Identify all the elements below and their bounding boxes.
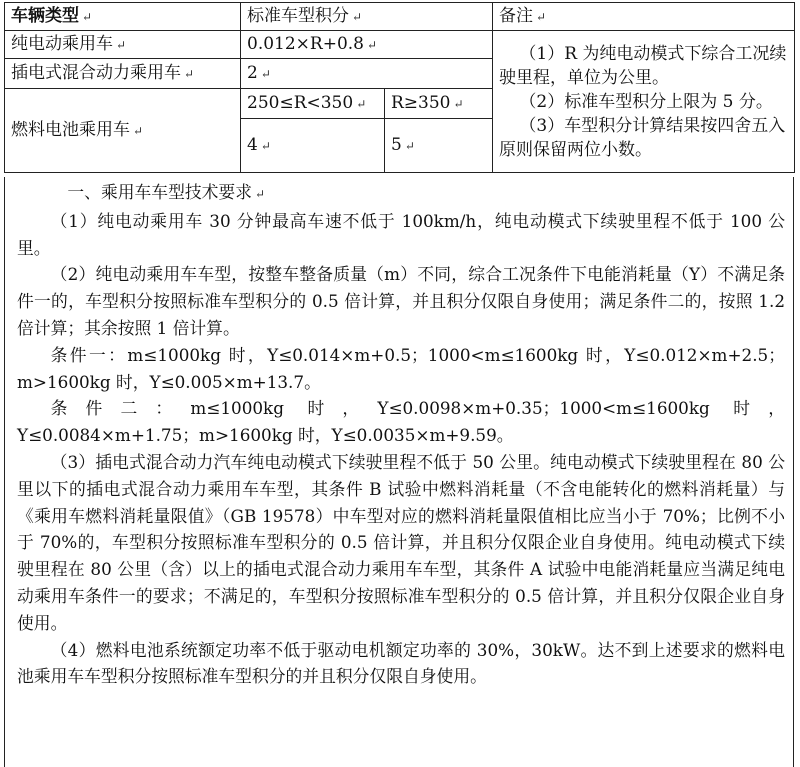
paragraph-4: （4）燃料电池系统额定功率不低于驱动电机额定功率的 30%，30kW。达不到上述要求的燃料电池乘用车车型积分按照标准车型积分的并且积分仅限自身使用。 [17,639,785,687]
paragraph-condition-2: 条件二：m≤1000kg 时，Y≤0.0098×m+0.35；1000<m≤1600kg 时，Y≤0.0084×m+1.75；m>1600kg 时，Y≤0.0035×m+9.59。 [17,398,785,446]
note-1: （1）R 为纯电动模式下综合工况续驶里程，单位为公里。 [499,43,787,88]
note-2: （2）标准车型积分上限为 5 分。 [519,91,773,112]
paragraph-3: （3）插电式混合动力汽车纯电动模式下续驶里程不低于 50 公里。纯电动模式下续驶里程在 80 公里以下的插电式混合动力乘用车车型，其条件 B 试验中燃料消耗量（不含电能转化的燃料消耗量）与《乘用车燃料消耗量限值》（GB 19578）中车型对应的燃料消耗量限值相比应当小于 70%；比例不小于 70%的，车型积分按照标准车型积分的 0.5 倍计算，并且积分仅限企业自身使用。纯电动模式下续驶里程在 80 公里（含）以上的插电式混合动力乘用车车型，其条件 A 试验中电能消耗量应当满足纯电动乘用车条件一的要求；不满足的，车型积分按照标准车型积分的 0.5 倍计算，并且积分仅限企业自身使用。 [17,451,785,633]
section-heading: 一、乘用车车型技术要求 ↵ [67,182,266,202]
watermark-fade [640,700,780,750]
row-phev-type: 插电式混合动力乘用车 ↵ [5,59,241,89]
row-fcev-score-b: 5 ↵ [385,119,493,173]
row-fcev-score-a: 4 ↵ [241,119,385,173]
paragraph-1: （1）纯电动乘用车 30 分钟最高车速不低于 100km/h，纯电动模式下续驶里程不低于 100 公里。 [17,210,785,258]
row-bev-type: 纯电动乘用车 ↵ [5,31,241,59]
paragraph-condition-1: 条件一：m≤1000kg 时，Y≤0.014×m+0.5；1000<m≤1600kg 时，Y≤0.012×m+2.5；m>1600kg 时，Y≤0.005×m+13.7。 [17,344,785,392]
header-vehicle-type: 车辆类型 ↵ [5,3,241,31]
note-3: （3）车型积分计算结果按四舍五入原则保留两位小数。 [499,115,786,160]
standard-score-table [4,2,795,173]
row-fcev-type: 燃料电池乘用车 ↵ [5,89,241,173]
notes-cell [493,31,795,173]
row-bev-score: 0.012×R+0.8 ↵ [241,31,493,59]
row-phev-score: 2 ↵ [241,59,493,89]
row-fcev-range-a: 250≤R<350 ↵ [241,89,385,119]
paragraph-2: （2）纯电动乘用车车型，按整车整备质量（m）不同，综合工况条件下电能消耗量（Y）不满足条件一的，车型积分按照标准车型积分的 0.5 倍计算，并且积分仅限自身使用；满足条件二的，按照 1.2 倍计算；其余按照 1 倍计算。 [17,264,785,338]
requirements-text [4,177,794,767]
header-standard-score: 标准车型积分 ↵ [241,3,493,31]
row-fcev-range-b: R≥350 ↵ [385,89,493,119]
header-notes: 备注 ↵ [493,3,795,31]
